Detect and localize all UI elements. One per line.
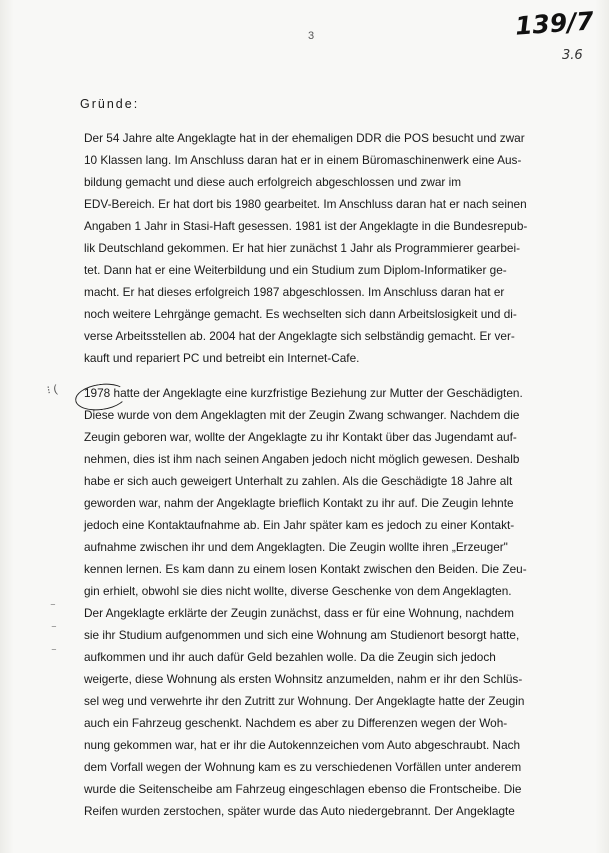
text-line: wurde die Seitenscheibe am Fahrzeug eingeschlagen ebenso die Frontscheibe. Die	[84, 782, 522, 796]
text-line: kennen lernen. Es kam dann zu einem losen Kontakt zwischen den Beiden. Die Zeu-	[84, 562, 527, 576]
text-line: geworden war, nahm der Angeklagte brieflich Kontakt zu ihr auf. Die Zeugin lehnte	[84, 496, 514, 510]
margin-pencil-mark: ⁻	[51, 623, 57, 635]
text-line: sie ihr Studium aufgenommen und sich eine Wohnung am Studienort besorgt hatte,	[84, 628, 520, 642]
text-line: 1978 hatte der Angeklagte eine kurzfristige Beziehung zur Mutter der Geschädigten.	[84, 386, 523, 400]
text-line: bildung gemacht und diese auch erfolgreich abgeschlossen und zwar im	[84, 175, 462, 189]
paragraph-relationship	[84, 382, 570, 822]
text-line: kauft und repariert PC und betreibt ein Internet-Cafe.	[84, 351, 360, 365]
text-line: gin erhielt, obwohl sie dies nicht wollte, diverse Geschenke von dem Angeklagten.	[84, 584, 512, 598]
text-line: nehmen, dies ist ihm nach seinen Angaben jedoch nicht möglich gewesen. Deshalb	[84, 452, 520, 466]
text-line: weigerte, diese Wohnung als ersten Wohnsitz anzumelden, nahm er ihr den Schlüs-	[84, 672, 523, 686]
handwritten-subreference: 3.6	[562, 48, 583, 63]
margin-pencil-mark: ⁻	[51, 646, 57, 658]
text-line: dem Vorfall wegen der Wohnung kam es zu verschiedenen Vorfällen unter anderem	[84, 760, 522, 774]
text-line: Zeugin geboren war, wollte der Angeklagte zu ihr Kontakt über das Jugendamt auf-	[84, 430, 517, 444]
text-line: jedoch eine Kontaktaufnahme ab. Ein Jahr später kam es jedoch zu einer Kontakt-	[84, 518, 515, 532]
text-line: Der 54 Jahre alte Angeklagte hat in der ehemaligen DDR die POS besucht und zwar	[84, 131, 525, 145]
section-heading: Gründe:	[80, 97, 140, 111]
text-line: macht. Er hat dieses erfolgreich 1987 abgeschlossen. Im Anschluss daran hat er	[84, 285, 505, 299]
text-line: tet. Dann hat er eine Weiterbildung und ein Studium zum Diplom-Informatiker ge-	[84, 263, 507, 277]
text-line: lik Deutschland gekommen. Er hat hier zunächst 1 Jahr als Programmierer gearbei-	[84, 241, 521, 255]
text-line: habe er sich auch geweigert Unterhalt zu zahlen. Als die Geschädigte 18 Jahre alt	[84, 474, 513, 488]
text-line: sel weg und verwehrte ihr den Zutritt zur Wohnung. Der Angeklagte hatte der Zeugin	[84, 694, 525, 708]
text-line: 10 Klassen lang. Im Anschluss daran hat er in einem Büromaschinenwerk eine Aus-	[84, 153, 522, 167]
text-line: EDV-Bereich. Er hat dort bis 1980 gearbeitet. Im Anschluss daran hat er nach seinen	[84, 197, 527, 211]
text-line: verse Arbeitsstellen ab. 2004 hat der Angeklagte sich selbständig gemacht. Er ver-	[84, 329, 515, 343]
text-line: Der Angeklagte erklärte der Zeugin zunächst, dass er für eine Wohnung, nachdem	[84, 606, 514, 620]
handwritten-reference: 139/7	[514, 6, 595, 41]
margin-pencil-mark: ⁝ (	[46, 383, 59, 397]
text-line: aufkommen und ihr auch dafür Geld bezahlen wolle. Da die Zeugin sich jedoch	[84, 650, 496, 664]
text-line: Diese wurde von dem Angeklagten mit der Zeugin Zwang schwanger. Nachdem die	[84, 408, 520, 422]
text-line: Reifen wurden zerstochen, später wurde das Auto niedergebrannt. Der Angeklagte	[84, 804, 515, 818]
text-line: noch weitere Lehrgänge gemacht. Es wechselten sich dann Arbeitslosigkeit und di-	[84, 307, 517, 321]
text-line: nung gekommen war, hat er ihr die Autokennzeichen vom Auto abgeschraubt. Nach	[84, 738, 521, 752]
paragraph-biography	[84, 127, 570, 369]
text-line: Angaben 1 Jahr in Stasi-Haft gesessen. 1981 ist der Angeklagte in die Bundesrepub-	[84, 219, 528, 233]
margin-pencil-mark: ⁻	[50, 601, 56, 613]
text-line: aufnahme zwischen ihr und dem Angeklagten. Die Zeugin wollte ihren „Erzeuger"	[84, 540, 508, 554]
text-line: auch ein Fahrzeug geschenkt. Nachdem es aber zu Differenzen wegen der Woh-	[84, 716, 508, 730]
page-number: 3	[308, 30, 315, 42]
